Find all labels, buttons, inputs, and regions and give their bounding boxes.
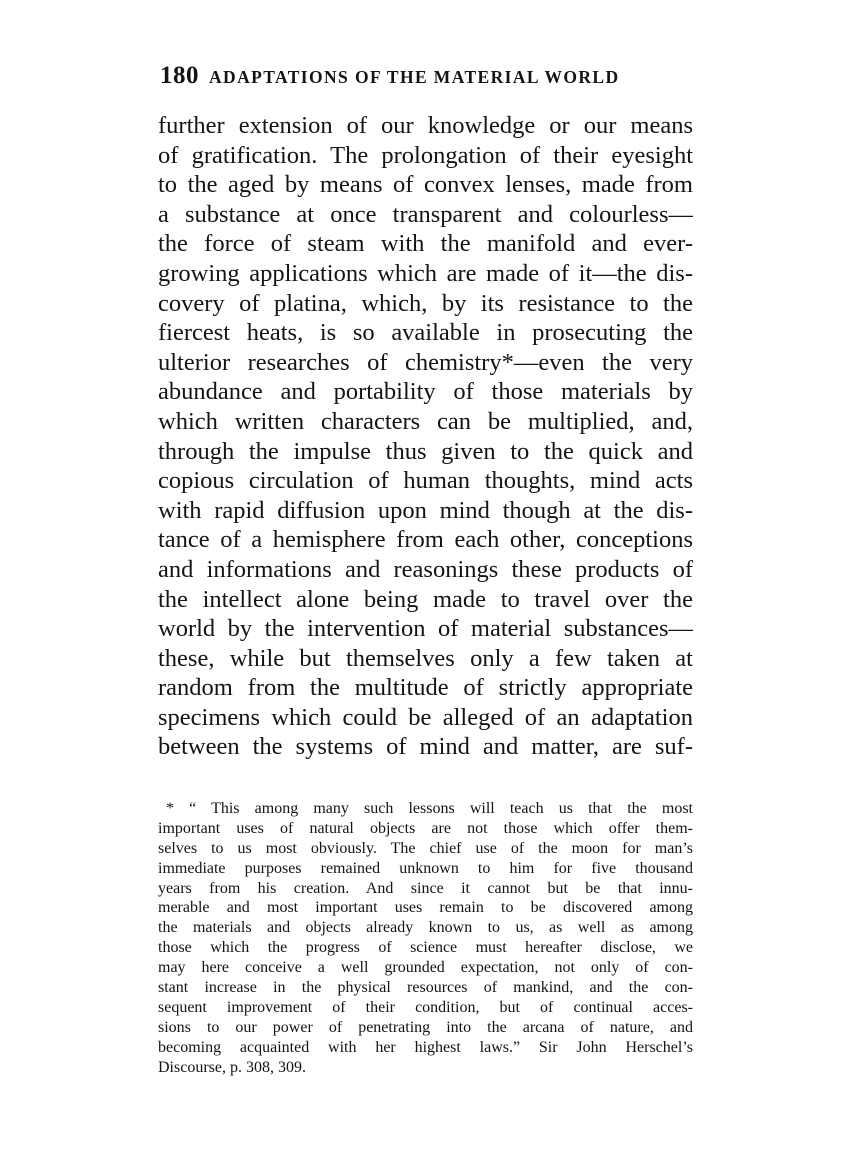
text-line: through the impulse thus given to the quick and: [158, 437, 693, 465]
footnote-line: years from his creation. And since it cannot but be that innu-: [158, 879, 693, 897]
text-line: the intellect alone being made to travel over the: [158, 585, 693, 613]
text-line: between the systems of mind and matter, are suf-: [158, 733, 693, 761]
text-line: these, while but themselves only a few taken at: [158, 644, 693, 672]
footnote-line: becoming acquainted with her highest laws.” Sir John Herschel’s: [158, 1038, 693, 1056]
text-line: fiercest heats, is so available in prosecuting the: [158, 319, 693, 347]
text-line: copious circulation of human thoughts, mind acts: [158, 467, 693, 495]
footnote-line: may here conceive a well grounded expectation, not only of con-: [158, 959, 693, 977]
text-line: to the aged by means of convex lenses, made from: [158, 171, 693, 199]
footnote-line: merable and most important uses remain to be discovered among: [158, 899, 693, 917]
text-line: covery of platina, which, by its resistance to the: [158, 289, 693, 317]
text-line: abundance and portability of those materials by: [158, 378, 693, 406]
text-line: further extension of our knowledge or our means: [158, 112, 693, 139]
page-number: 180: [160, 62, 199, 89]
text-line: growing applications which are made of it—the dis-: [158, 259, 693, 287]
footnote-line: * “ This among many such lessons will teach us that the most: [166, 800, 693, 817]
text-line: which written characters can be multiplied, and,: [158, 407, 693, 435]
text-line: ulterior researches of chemistry*—even the very: [158, 348, 693, 376]
running-head: [160, 60, 700, 92]
text-line: world by the intervention of material substances—: [158, 615, 693, 643]
footnote-line: selves to us most obviously. The chief use of the moon for man’s: [158, 839, 693, 857]
footnote-line: Discourse, p. 308, 309.: [158, 1058, 306, 1076]
text-line: and informations and reasonings these products of: [158, 555, 693, 583]
footnote-line: important uses of natural objects are not those which offer them-: [158, 819, 693, 837]
text-line: specimens which could be alleged of an adaptation: [158, 703, 693, 731]
footnote-line: the materials and objects already known to us, as well as among: [158, 919, 693, 937]
text-line: a substance at once transparent and colourless—: [158, 200, 693, 228]
footnote-line: stant increase in the physical resources of mankind, and the con-: [158, 979, 693, 997]
footnote-line: sequent improvement of their condition, but of continual acces-: [158, 998, 693, 1016]
footnote-line: sions to our power of penetrating into the arcana of nature, and: [158, 1018, 693, 1036]
text-line: tance of a hemisphere from each other, conceptions: [158, 526, 693, 554]
footnote-line: immediate purposes remained unknown to him for five thousand: [158, 859, 693, 877]
text-line: with rapid diffusion upon mind though at the dis-: [158, 496, 693, 524]
footnote: [158, 799, 693, 1077]
text-line: of gratification. The prolongation of their eyesight: [158, 141, 693, 169]
text-line: the force of steam with the manifold and ever-: [158, 230, 693, 258]
text-line: random from the multitude of strictly appropriate: [158, 674, 693, 702]
main-text: [158, 111, 693, 762]
running-title: ADAPTATIONS OF THE MATERIAL WORLD: [209, 67, 620, 87]
footnote-line: those which the progress of science must hereafter disclose, we: [158, 939, 693, 957]
